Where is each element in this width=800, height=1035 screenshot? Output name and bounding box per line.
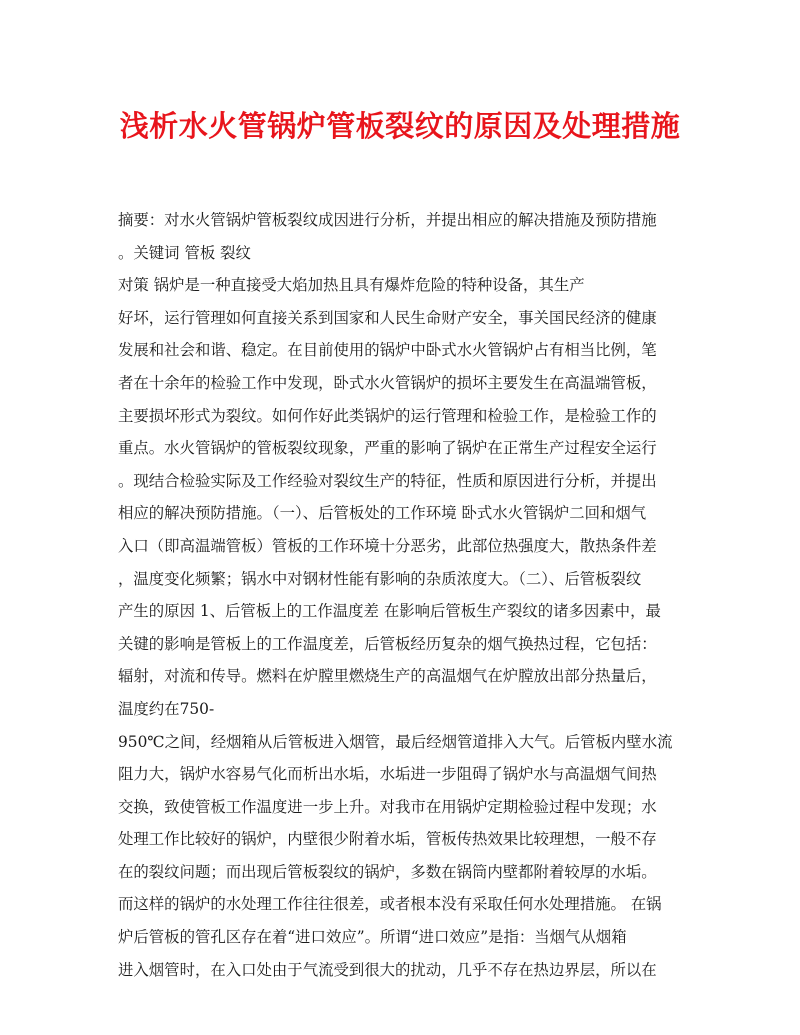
body-line: 对策 锅炉是一种直接受大焰加热且具有爆炸危险的特种设备，其生产	[118, 276, 585, 295]
body-line: 在的裂纹问题；而出现后管板裂纹的锅炉，多数在锅筒内壁都附着较厚的水垢。	[118, 862, 657, 881]
body-line: 进入烟管时，在入口处由于气流受到很大的扰动，几乎不存在热边界层，所以在	[118, 960, 657, 979]
body-line: 好坏，运行管理如何直接关系到国家和人民生命财产安全，事关国民经济的健康	[118, 308, 657, 327]
body-line: 者在十余年的检验工作中发现，卧式水火管锅炉的损坏主要发生在高温端管板，	[118, 373, 657, 392]
body-line: ，温度变化频繁；锅水中对钢材性能有影响的杂质浓度大。（二）、后管板裂纹	[118, 569, 642, 588]
body-line: 。关键词 管板 裂纹	[118, 243, 251, 262]
body-line: 阻力大，锅炉水容易气化而析出水垢，水垢进一步阻碍了锅炉水与高温烟气间热	[118, 765, 657, 784]
body-line: 而这样的锅炉的水处理工作往往很差，或者根本没有采取任何水处理措施。 在锅	[118, 895, 662, 914]
body-line: 关键的影响是管板上的工作温度差，后管板经历复杂的烟气换热过程，它包括：	[118, 634, 657, 653]
body-line: 主要损坏形式为裂纹。如何作好此类锅炉的运行管理和检验工作，是检验工作的	[118, 406, 657, 425]
body-line: 相应的解决预防措施。（一）、后管板处的工作环境 卧式水火管锅炉二回和烟气	[118, 504, 647, 523]
document-title: 浅析水火管锅炉管板裂纹的原因及处理措施	[119, 109, 681, 143]
body-line: 辐射，对流和传导。燃料在炉膛里燃烧生产的高温烟气在炉膛放出部分热量后，	[118, 667, 657, 686]
document-body	[118, 204, 684, 986]
body-line: 950℃之间，经烟箱从后管板进入烟管，最后经烟管道排入大气。后管板内壁水流	[118, 732, 673, 751]
body-line: 处理工作比较好的锅炉，内壁很少附着水垢，管板传热效果比较理想，一般不存	[118, 830, 657, 849]
body-line: 炉后管板的管孔区存在着“进口效应”。所谓“进口效应”是指：当烟气从烟箱	[118, 928, 627, 947]
body-line: 。现结合检验实际及工作经验对裂纹生产的特征，性质和原因进行分析，并提出	[118, 471, 657, 490]
body-line: 发展和社会和谐、稳定。在目前使用的锅炉中卧式水火管锅炉占有相当比例，笔	[118, 341, 657, 360]
body-line: 重点。水火管锅炉的管板裂纹现象，严重的影响了锅炉在正常生产过程安全运行	[118, 439, 657, 458]
body-line: 温度约在750-	[118, 699, 215, 718]
body-line: 入口（即高温端管板）管板的工作环境十分恶劣，此部位热强度大，散热条件差	[118, 536, 657, 555]
body-line: 交换，致使管板工作温度进一步上升。对我市在用锅炉定期检验过程中发现；水	[118, 797, 657, 816]
body-line: 产生的原因 1、后管板上的工作温度差 在影响后管板生产裂纹的诸多因素中，最	[118, 602, 661, 621]
body-line: 摘要：对水火管锅炉管板裂纹成因进行分析，并提出相应的解决措施及预防措施	[118, 211, 657, 229]
